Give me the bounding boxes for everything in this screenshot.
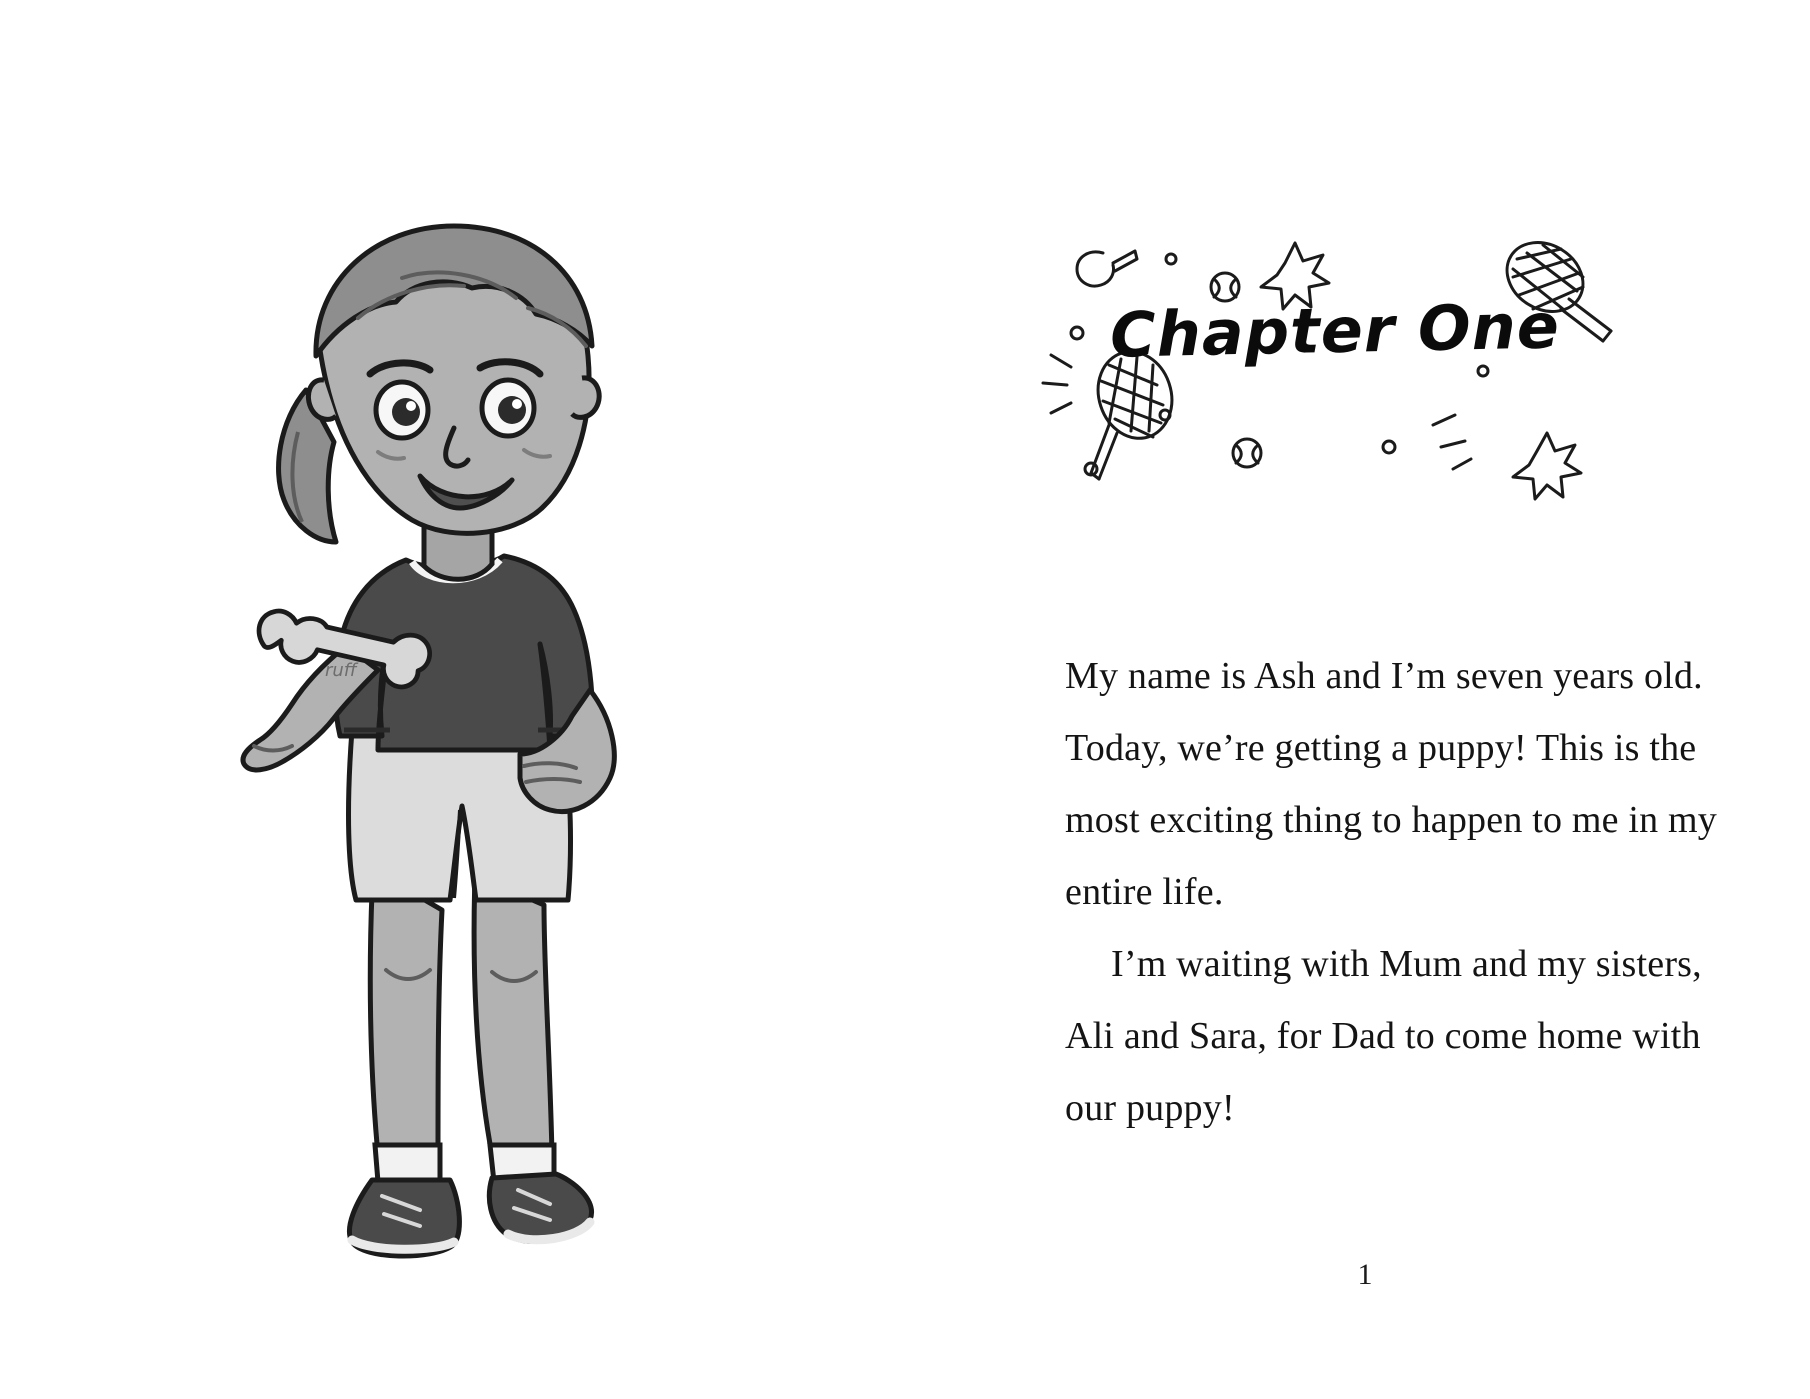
bone-label: ruff <box>325 660 357 681</box>
chapter-title: Chapter One <box>1109 289 1561 372</box>
page-number: 1 <box>1357 1258 1373 1291</box>
motion-lines <box>1433 415 1471 469</box>
left-eye <box>376 382 428 438</box>
right-leg <box>474 875 552 1155</box>
paragraph-1: My name is Ash and I’m seven years old. Today, we’re getting a puppy! This is the most exciting thing to happen to me in my entire life. <box>1065 655 1718 913</box>
chapter-body <box>1065 640 1725 1144</box>
dot-icon <box>1478 366 1488 376</box>
motion-lines <box>1043 355 1071 413</box>
sparkle-icon <box>1513 433 1581 499</box>
whistle-icon <box>1077 251 1137 286</box>
paragraph-2: I’m waiting with Mum and my sisters, Ali and Sara, for Dad to come home with our puppy! <box>1065 943 1702 1129</box>
tennis-ball-icon <box>1233 439 1261 467</box>
left-leg <box>370 870 442 1155</box>
dot-icon <box>1166 254 1176 264</box>
character-illustration <box>120 170 760 1280</box>
right-eye <box>482 380 534 436</box>
right-page <box>905 0 1810 1399</box>
chapter-decoration <box>985 225 1685 525</box>
dot-icon <box>1383 441 1395 453</box>
left-sock <box>375 1145 440 1182</box>
